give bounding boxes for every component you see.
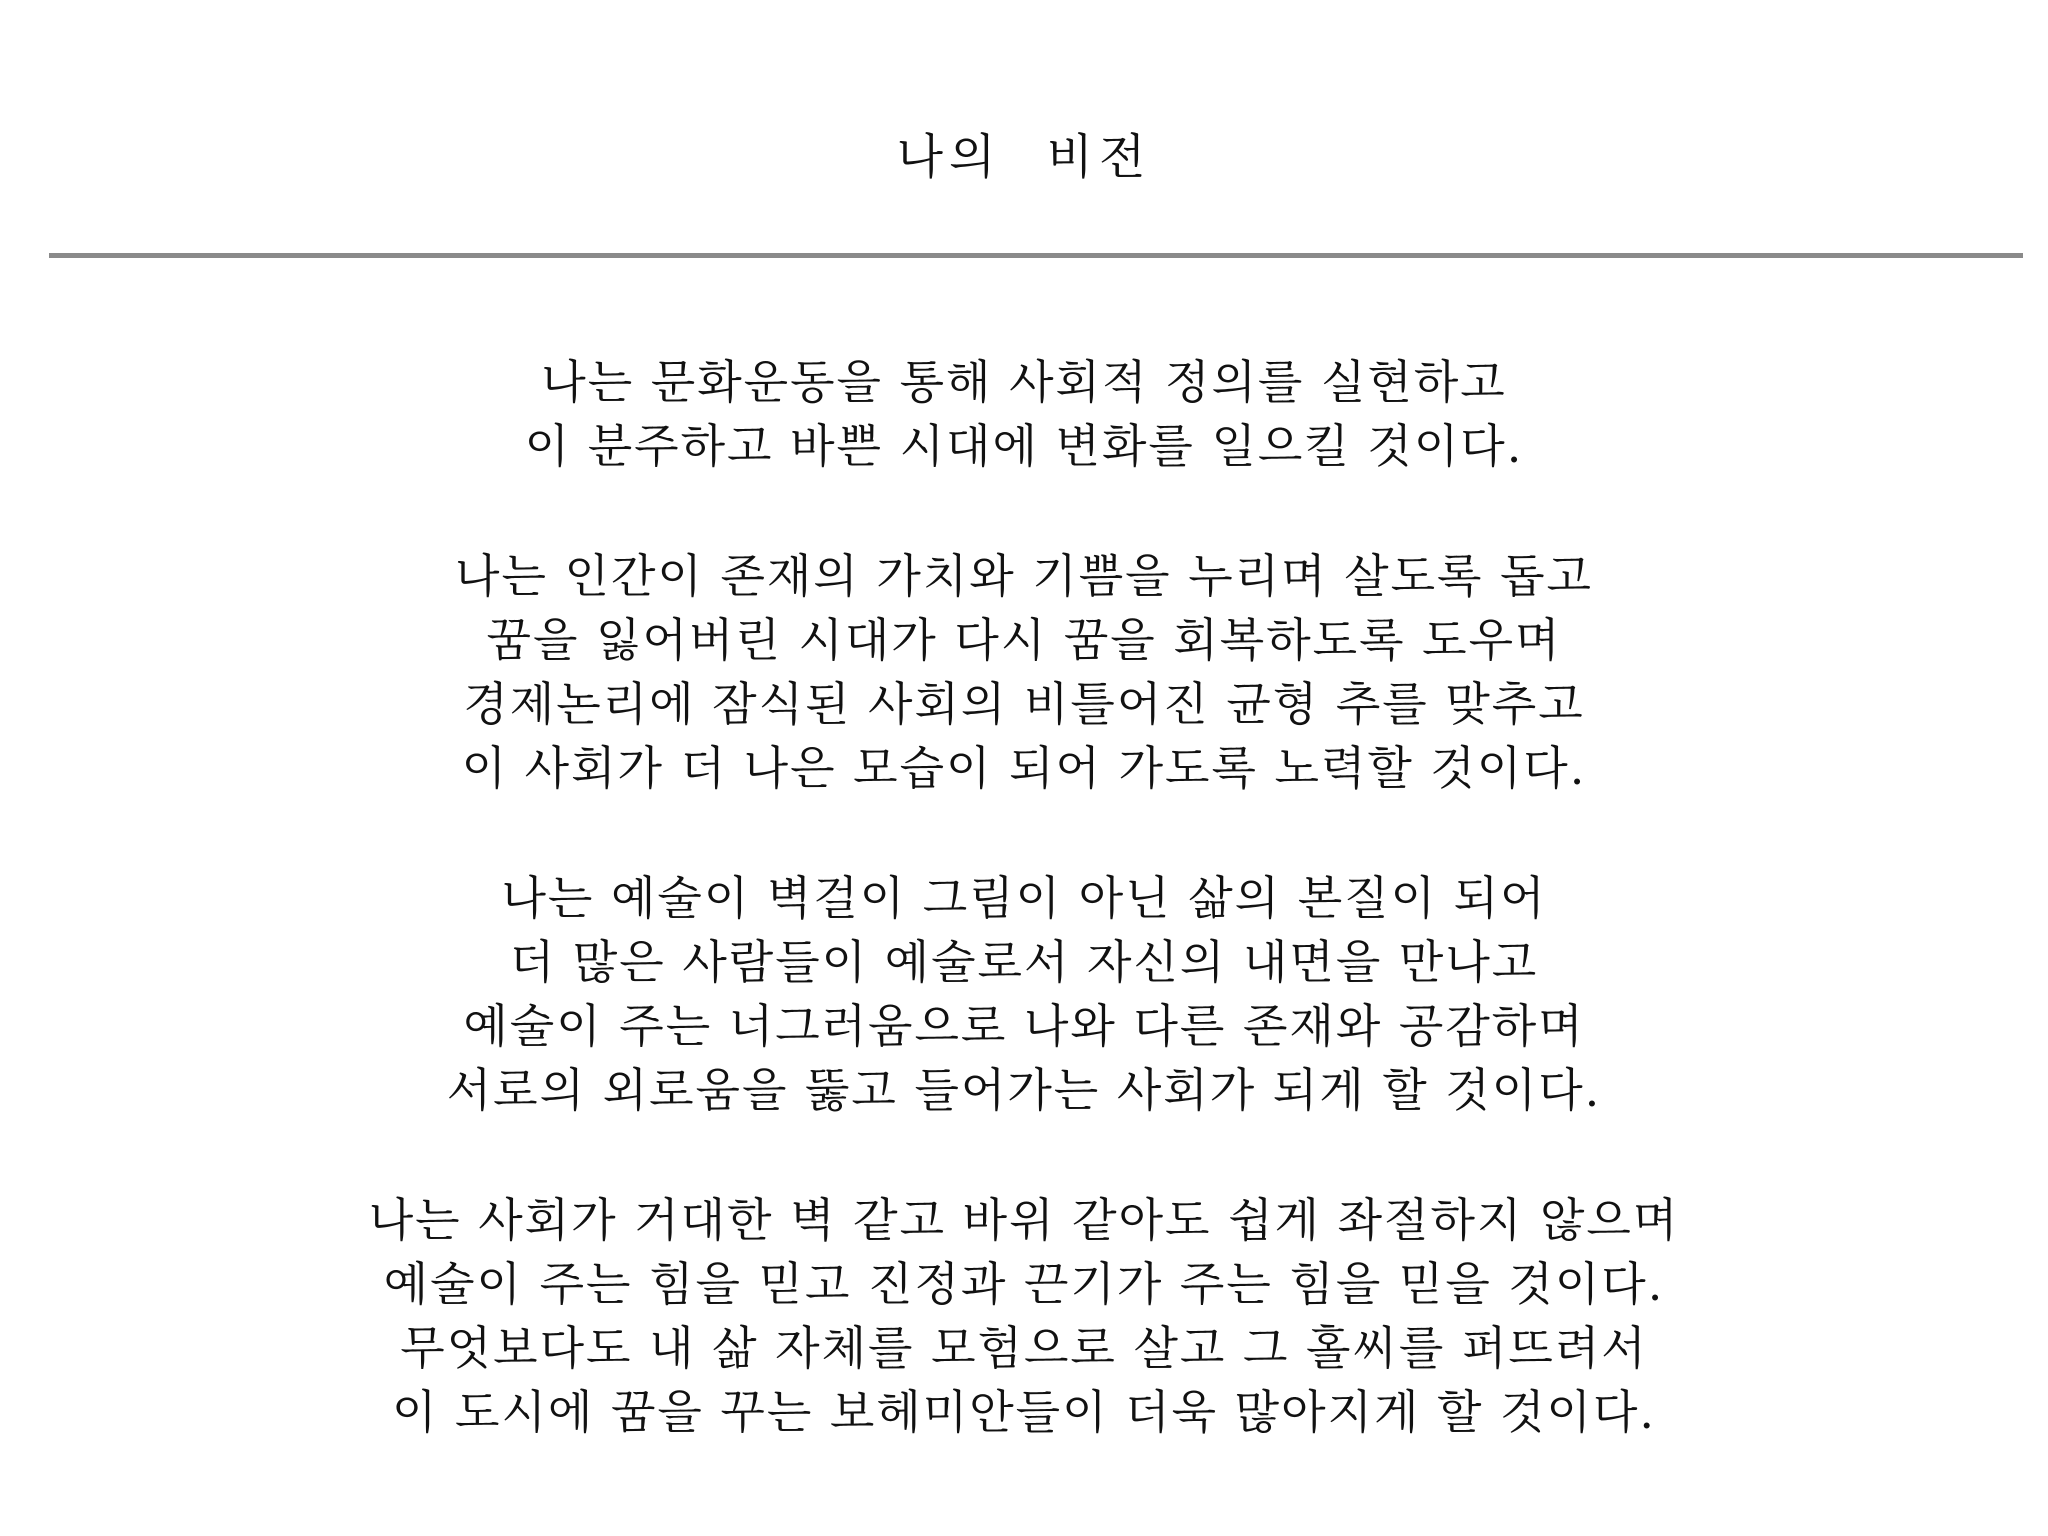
title-divider [49, 253, 2023, 258]
stanza-line: 나는 사회가 거대한 벽 같고 바위 같아도 쉽게 좌절하지 않으며 [368, 1193, 1680, 1247]
stanza-line: 이 분주하고 바쁜 시대에 변화를 일으킬 것이다. [524, 419, 1524, 473]
stanza-line: 이 도시에 꿈을 꾸는 보헤미안들이 더욱 많아지게 할 것이다. [391, 1385, 1657, 1439]
stanza-4 [0, 1188, 2048, 1444]
vision-statement [0, 350, 2048, 1510]
stanza-line: 예술이 주는 너그러움으로 나와 다른 존재와 공감하며 [463, 999, 1585, 1053]
stanza-line: 무엇보다도 내 삶 자체를 모험으로 살고 그 홀씨를 퍼뜨려서 [400, 1321, 1648, 1375]
stanza-2 [0, 544, 2048, 800]
stanza-line: 더 많은 사람들이 예술로서 자신의 내면을 만나고 [509, 935, 1539, 989]
stanza-line: 나는 문화운동을 통해 사회적 정의를 실현하고 [541, 355, 1507, 409]
page-title: 나의 비전 [896, 129, 1152, 185]
stanza-line: 나는 인간이 존재의 가치와 기쁨을 누리며 살도록 돕고 [455, 549, 1593, 603]
stanza-line: 나는 예술이 벽걸이 그림이 아닌 삶의 본질이 되어 [501, 871, 1547, 925]
stanza-line: 예술이 주는 힘을 믿고 진정과 끈기가 주는 힘을 믿을 것이다. [383, 1257, 1665, 1311]
stanza-1 [0, 350, 2048, 478]
stanza-line: 서로의 외로움을 뚫고 들어가는 사회가 되게 할 것이다. [446, 1063, 1602, 1117]
stanza-line: 경제논리에 잠식된 사회의 비틀어진 균형 추를 맞추고 [463, 677, 1585, 731]
stanza-3 [0, 866, 2048, 1122]
stanza-line: 꿈을 잃어버린 시대가 다시 꿈을 회복하도록 도우며 [486, 613, 1562, 667]
stanza-line: 이 사회가 더 나은 모습이 되어 가도록 노력할 것이다. [461, 741, 1587, 795]
